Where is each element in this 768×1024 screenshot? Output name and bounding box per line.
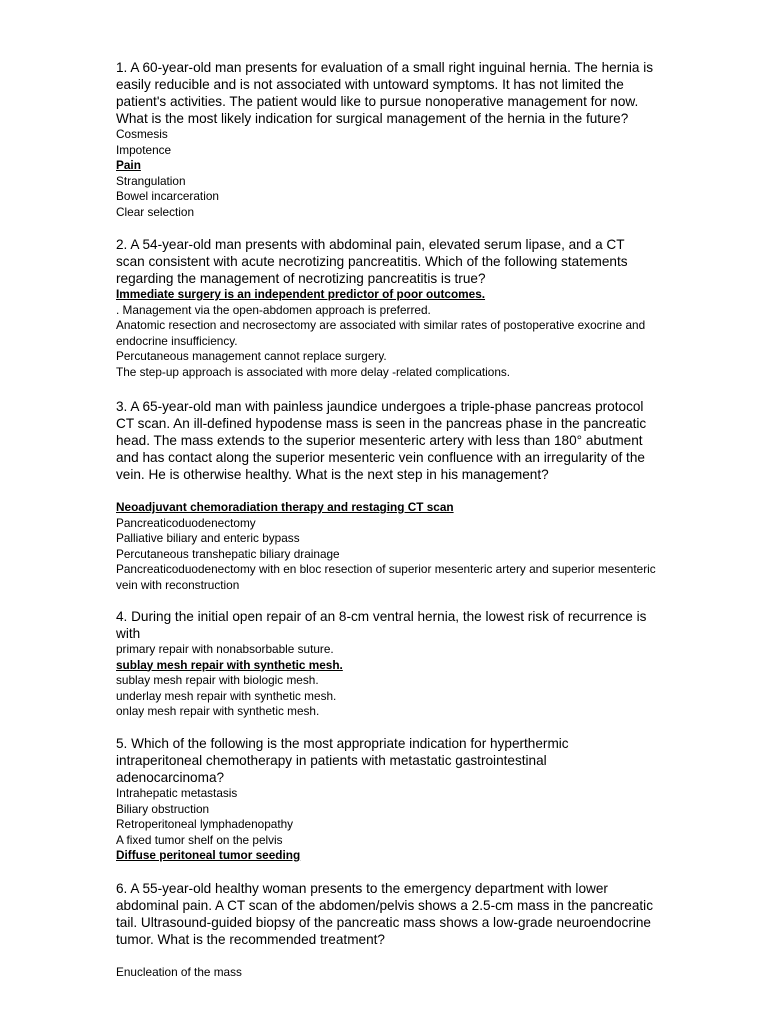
question-stem: 4. During the initial open repair of an 8-cm ventral hernia, the lowest risk of recurrence is with — [116, 609, 647, 641]
answer-option: Pancreaticoduodenectomy with en bloc resection of superior mesenteric artery and superior mesenteric vein with reconstruction — [116, 562, 656, 592]
answer-option: Pancreaticoduodenectomy — [116, 515, 256, 530]
answer-option: Enucleation of the mass — [116, 965, 242, 979]
question-4 — [116, 608, 656, 720]
answer-option: underlay mesh repair with synthetic mesh. — [116, 688, 337, 703]
question-stem: 2. A 54-year-old man presents with abdominal pain, elevated serum lipase, and a CT scan consistent with acute necrotizing pancreatitis. Which of the following statements regarding the management of necrotizing pancreatitis is true? — [116, 237, 628, 286]
question-stem: 6. A 55-year-old healthy woman presents to the emergency department with lower abdominal pain. A CT scan of the abdomen/pelvis shows a 2.5-cm mass in the pancreatic tail. Ultrasound-guided biopsy of the pancreatic mass shows a low-grade neuroendocrine tumor. What is the recommended treatment? — [116, 881, 653, 947]
answer-option: . Management via the open-abdomen approach is preferred. — [116, 302, 431, 317]
answer-option: Impotence — [116, 142, 172, 157]
answer-option: Cosmesis — [116, 127, 168, 141]
answer-option: primary repair with nonabsorbable suture. — [116, 642, 334, 656]
answer-option: Strangulation — [116, 173, 186, 188]
correct-answer-option: sublay mesh repair with synthetic mesh. — [116, 657, 343, 672]
correct-answer-option: Diffuse peritoneal tumor seeding — [116, 848, 301, 862]
correct-answer-option: Pain — [116, 158, 141, 172]
answer-option: sublay mesh repair with biologic mesh. — [116, 673, 319, 687]
question-5 — [116, 735, 656, 864]
spacer — [116, 483, 656, 500]
answer-option: A fixed tumor shelf on the pelvis — [116, 832, 283, 847]
question-6 — [116, 880, 656, 981]
answer-options — [116, 642, 656, 720]
correct-answer-option: Immediate surgery is an independent predictor of poor outcomes. — [116, 287, 486, 301]
answer-option: Intrahepatic metastasis — [116, 786, 238, 800]
answer-option: Anatomic resection and necrosectomy are associated with similar rates of postoperative exocrine and endocrine insufficiency. — [116, 318, 646, 348]
question-3 — [116, 398, 656, 593]
answer-options — [116, 287, 656, 380]
spacer — [116, 948, 656, 965]
answer-option: Biliary obstruction — [116, 801, 210, 816]
question-stem: 5. Which of the following is the most appropriate indication for hyperthermic intraperitoneal chemotherapy in patients with metastatic gastrointestinal adenocarcinoma? — [116, 736, 569, 785]
question-stem: 3. A 65-year-old man with painless jaundice undergoes a triple-phase pancreas protocol CT scan. An ill-defined hypodense mass is seen in the pancreas phase in the pancreatic head. The mass extends to the superior mesenteric artery with less than 180° abutment and has contact along the superior mesenteric vein confluence with an irregularity of the vein. He is otherwise healthy. What is the next step in his management? — [116, 399, 647, 482]
question-stem: 1. A 60-year-old man presents for evaluation of a small right inguinal hernia. The hernia is easily reducible and is not associated with untoward symptoms. It has not limited the patient's activities. The patient would like to pursue nonoperative management for now. What is the most likely indication for surgical management of the hernia in the future? — [116, 60, 654, 126]
answer-options — [116, 965, 656, 981]
answer-options — [116, 500, 656, 593]
answer-option: The step-up approach is associated with more delay -related complications. — [116, 364, 511, 379]
correct-answer-option: Neoadjuvant chemoradiation therapy and restaging CT scan — [116, 500, 454, 514]
answer-option: Palliative biliary and enteric bypass — [116, 531, 300, 545]
question-2 — [116, 236, 656, 380]
answer-option: Bowel incarceration — [116, 189, 219, 203]
answer-option: Retroperitoneal lymphadenopathy — [116, 817, 294, 831]
answer-options — [116, 127, 656, 220]
clear-selection-link[interactable]: Clear selection — [116, 204, 195, 219]
answer-option: Percutaneous management cannot replace surgery. — [116, 349, 387, 363]
answer-option: Percutaneous transhepatic biliary drainage — [116, 546, 340, 561]
answer-options — [116, 786, 656, 864]
answer-option: onlay mesh repair with synthetic mesh. — [116, 704, 320, 718]
question-1 — [116, 59, 656, 220]
